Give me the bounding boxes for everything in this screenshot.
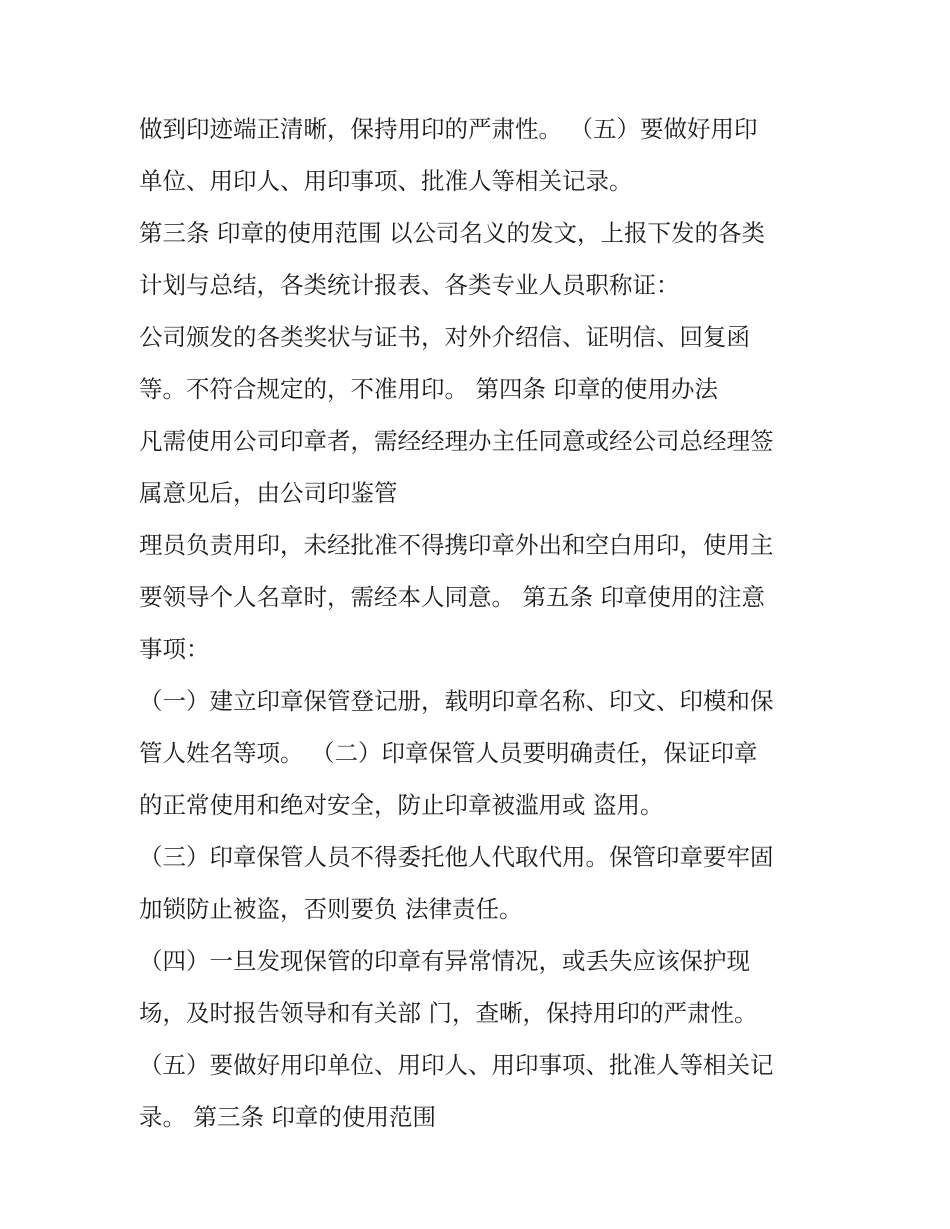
text-line: （一）建立印章保管登记册，载明印章名称、印文、印模和保 xyxy=(139,687,774,715)
text-line: 等。不符合规定的，不准用印。 第四条 印章的使用办法 xyxy=(139,375,718,403)
text-line: （四）一旦发现保管的印章有异常情况，或丢失应该保护现 xyxy=(139,947,750,975)
text-line: 计划与总结，各类统计报表、各类专业人员职称证： xyxy=(139,271,680,299)
text-line: 要领导个人名章时，需经本人同意。 第五条 印章使用的注意 xyxy=(139,583,765,611)
text-line: 单位、用印人、用印事项、批准人等相关记录。 xyxy=(139,167,633,195)
text-line: 事项： xyxy=(139,635,210,663)
text-line: 场，及时报告领导和有关部 门，查晰，保持用印的严肃性。 xyxy=(139,999,758,1027)
text-line: 凡需使用公司印章者，需经经理办主任同意或经公司总经理签 xyxy=(139,427,774,455)
text-line: 管人姓名等项。 （二）印章保管人员要明确责任，保证印章 xyxy=(139,739,758,767)
document-body xyxy=(139,107,829,1147)
text-line: 属意见后，由公司印鉴管 xyxy=(139,479,398,507)
text-line: （五）要做好用印单位、用印人、用印事项、批准人等相关记 xyxy=(139,1051,774,1079)
text-line: 加锁防止被盗，否则要负 法律责任。 xyxy=(139,895,523,923)
text-line: 公司颁发的各类奖状与证书，对外介绍信、证明信、回复函 xyxy=(139,323,750,351)
text-line: 的正常使用和绝对安全，防止印章被滥用或 盗用。 xyxy=(139,791,664,819)
text-line: 第三条 印章的使用范围 以公司名义的发文，上报下发的各类 xyxy=(139,219,765,247)
text-line: 录。 第三条 印章的使用范围 xyxy=(139,1103,436,1131)
text-line: （三）印章保管人员不得委托他人代取代用。保管印章要牢固 xyxy=(139,843,774,871)
text-line: 做到印迹端正清晰，保持用印的严肃性。 （五）要做好用印 xyxy=(139,115,758,143)
text-line: 理员负责用印，未经批准不得携印章外出和空白用印，使用主 xyxy=(139,531,774,559)
